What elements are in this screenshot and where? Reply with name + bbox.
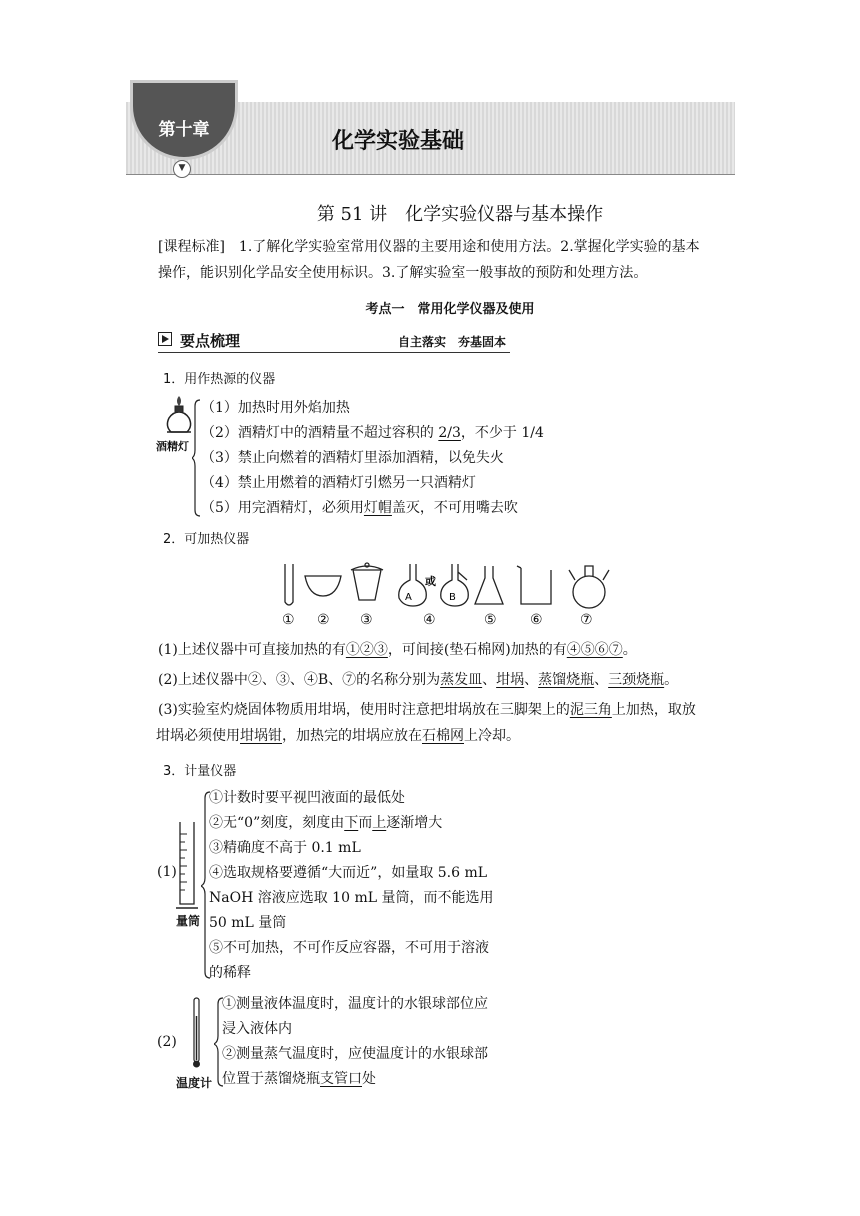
heat-item-2-fill: 2/3: [438, 425, 461, 441]
number-1: ①: [282, 612, 295, 628]
play-icon: [158, 332, 172, 346]
cylinder-item-8: 的稀释: [209, 965, 251, 981]
thermo-item-4: 位置于蒸馏烧瓶支管口处: [222, 1071, 376, 1087]
cylinder-item-3: ③精确度不高于 0.1 mL: [209, 840, 361, 856]
cylinder-item-6: 50 mL 量筒: [209, 915, 287, 931]
number-3: ③: [360, 612, 373, 628]
heatable-p2: (2)上述仪器中②、③、④B、⑦的名称分别为蒸发皿、坩埚、蒸馏烧瓶、三颈烧瓶。: [158, 672, 679, 688]
heatable-p1: (1)上述仪器中可直接加热的有①②③，可间接(垫石棉网)加热的有④⑤⑥⑦。: [158, 642, 637, 658]
heat-item-5: （5）用完酒精灯，必须用灯帽盖灭，不可用嘴去吹: [201, 500, 518, 516]
cylinder-number: (1): [157, 864, 177, 880]
measuring-heading: 3．计量仪器: [163, 764, 237, 779]
standards-line2: 操作，能识别化学品安全使用标识。3.了解实验室一般事故的预防和处理方法。: [158, 265, 648, 281]
cylinder-label: 量筒: [176, 914, 201, 928]
flask-or-label: 或: [425, 575, 436, 588]
evaporating-dish-icon: [305, 576, 341, 596]
thermo-item-3: ②测量蒸气温度时，应使温度计的水银球部: [222, 1046, 488, 1062]
p2-fill-2: 坩埚: [496, 672, 525, 688]
heat-source-list: [201, 396, 544, 521]
number-5: ⑤: [484, 612, 497, 628]
glassware-numbers: [280, 612, 620, 632]
cyl-fill-2: 上: [372, 815, 387, 831]
p2-fill-3: 蒸馏烧瓶: [538, 672, 595, 688]
p3-fill-3: 石棉网: [422, 728, 464, 744]
p2-fill-1: 蒸发皿: [440, 672, 483, 688]
test-tube-icon: [285, 564, 293, 605]
section-bar: [158, 330, 510, 353]
section-right-label: 自主落实 夯基固本: [397, 335, 506, 349]
p2-fill-4: 三颈烧瓶: [608, 672, 665, 688]
banner-rule: [126, 174, 735, 175]
number-6: ⑥: [530, 612, 543, 628]
thermometer-label: 温度计: [176, 1076, 213, 1090]
heat-item-2: （2）酒精灯中的酒精量不超过容积的 2/3，不少于 1/4: [201, 425, 544, 441]
heatable-p3: (3)实验室灼烧固体物质用坩埚，使用时注意把坩埚放在三脚架上的泥三角上加热，取放 坩埚必须使用坩埚钳，加热完的坩埚应放在石棉网上冷却。: [156, 702, 696, 744]
number-4: ④: [423, 612, 436, 628]
thermometer-list: [222, 992, 488, 1092]
chapter-label: 第十章: [158, 120, 210, 140]
cyl-fill-1: 下: [344, 815, 359, 831]
conical-flask-icon: [475, 566, 503, 604]
heatable-heading: 2．可加热仪器: [163, 532, 250, 547]
thermo-fill: 支管口: [320, 1071, 362, 1087]
chapter-banner: [126, 102, 735, 176]
flask-b-label: B: [449, 592, 456, 603]
heat-item-5-fill: 灯帽: [363, 500, 392, 516]
p1-fill-2: ④⑤⑥⑦: [566, 642, 623, 658]
standards-line1: 1.了解化学实验室常用仪器的主要用途和使用方法。2.掌握化学实验的基本: [224, 239, 700, 255]
chapter-title: 化学实验基础: [332, 129, 465, 154]
cylinder-item-7: ⑤不可加热，不可作反应容器，不可用于溶液: [209, 940, 489, 956]
three-neck-flask-icon: [573, 576, 605, 608]
cylinder-item-2: ②无“0”刻度，刻度由下而上逐渐增大: [209, 815, 443, 831]
flask-a-label: A: [405, 592, 412, 603]
p3-fill-2: 坩埚钳: [240, 728, 282, 744]
course-standards: [158, 234, 738, 286]
thermo-item-1: ①测量液体温度时，温度计的水银球部位应: [222, 996, 488, 1012]
cylinder-list: [209, 786, 493, 986]
cylinder-item-5: NaOH 溶液应选取 10 mL 量筒，而不能选用: [209, 890, 494, 906]
section-label: 要点梳理: [180, 332, 241, 350]
p3-fill-1: 泥三角: [569, 702, 612, 718]
standards-label: [课程标准]: [158, 239, 225, 255]
heat-source-heading: 1．用作热源的仪器: [163, 372, 276, 387]
lecture-title: 第 51 讲 化学实验仪器与基本操作: [316, 204, 604, 225]
chevron-down-icon: ▼: [173, 160, 191, 178]
exam-point-title: 考点一 常用化学仪器及使用: [365, 302, 535, 317]
heat-item-1: （1）加热时用外焰加热: [201, 400, 350, 416]
graduated-cylinder-icon: [174, 820, 200, 912]
number-7: ⑦: [580, 612, 593, 628]
thermometer-number: (2): [157, 1034, 177, 1050]
heat-item-4: （4）禁止用燃着的酒精灯引燃另一只酒精灯: [201, 475, 476, 491]
flask-a-icon: [399, 564, 427, 606]
cylinder-item-1: ①计数时要平视凹液面的最低处: [209, 790, 405, 806]
p1-fill-1: ①②③: [345, 642, 388, 658]
alcohol-lamp-label: 酒精灯: [156, 440, 189, 453]
cylinder-item-4: ④选取规格要遵循“大而近”，如量取 5.6 mL: [209, 865, 488, 881]
number-2: ②: [317, 612, 330, 628]
thermometer-icon: [190, 996, 204, 1072]
heat-item-3: （3）禁止向燃着的酒精灯里添加酒精，以免失火: [201, 450, 504, 466]
thermo-item-2: 浸入液体内: [222, 1021, 292, 1037]
crucible-icon: [353, 570, 381, 600]
beaker-icon: [517, 566, 551, 604]
glassware-figure: [275, 560, 615, 612]
